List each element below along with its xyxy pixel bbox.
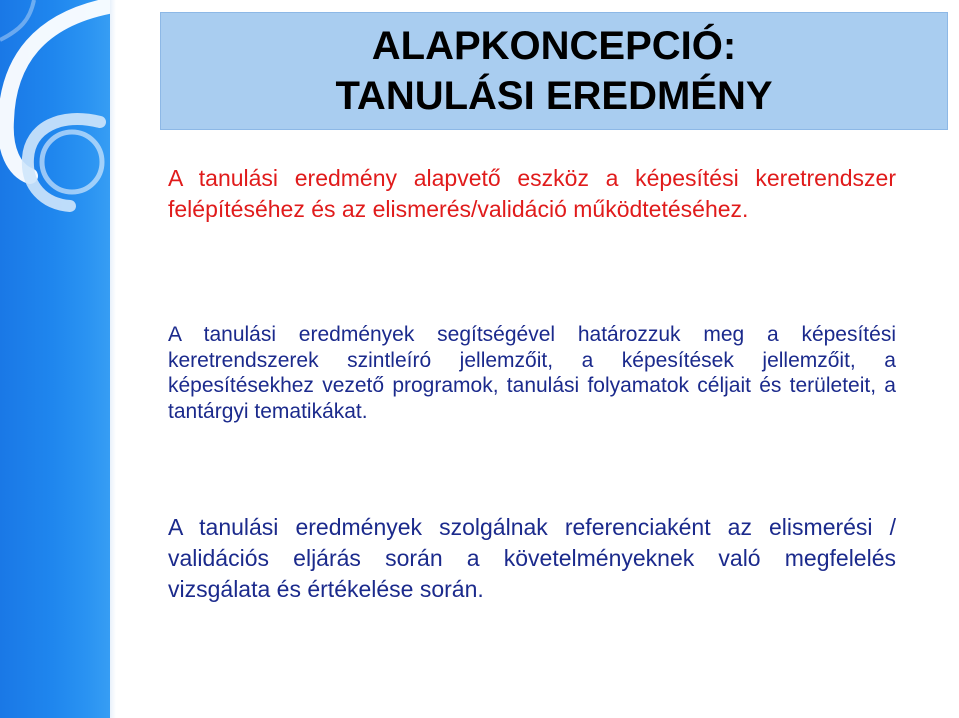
paragraph-intro: A tanulási eredmény alapvető eszköz a képesítési keretrendszer felépítéséhez és az elismerés/validáció működtetéséhez.	[168, 165, 896, 222]
paragraph-definition: A tanulási eredmények segítségével határozzuk meg a képesítési keretrendszerek szintleíró jellemzőit, a képesítések jellemzőit, a képesítésekhez vezető programok, tanulási folyamatok céljait és területeit, a tantárgyi tematikákat.	[168, 323, 896, 423]
swirl-decoration-icon	[0, 0, 116, 718]
title-line-2: TANULÁSI EREDMÉNY	[335, 74, 773, 118]
title-line-1: ALAPKONCEPCIÓ:	[371, 24, 737, 68]
side-decoration-band	[0, 0, 116, 718]
paragraph-reference: A tanulási eredmények szolgálnak referenciaként az elismerési / validációs eljárás során a követelményeknek való megfelelés vizsgálata és értékelése során.	[168, 514, 896, 602]
title-box	[160, 12, 948, 130]
